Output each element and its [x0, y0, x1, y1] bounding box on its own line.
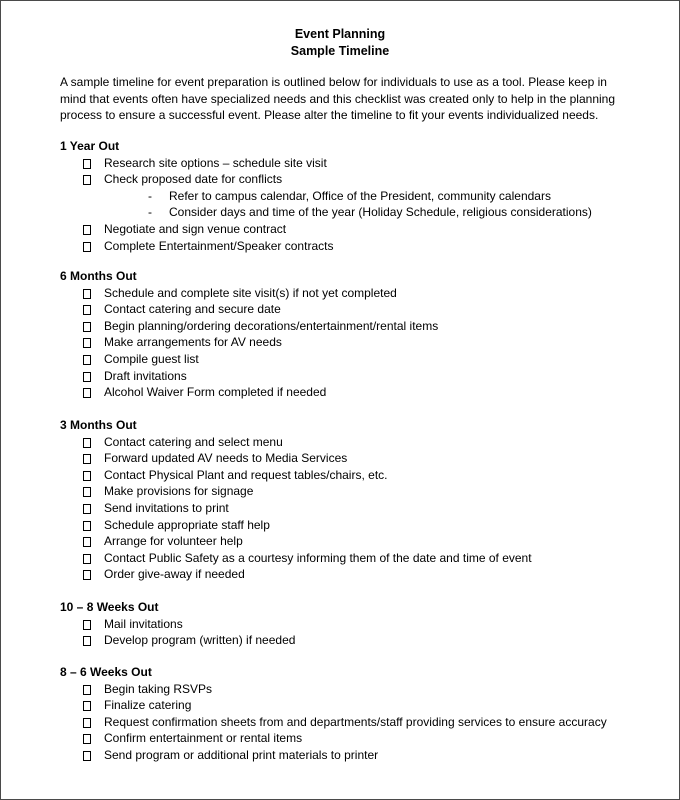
checklist-item[interactable]: [60, 171, 660, 188]
checklist-item-label: Mail invitations: [104, 616, 183, 631]
section-10-8-weeks-out: [60, 599, 660, 649]
checkbox-icon[interactable]: [83, 734, 91, 744]
checklist-subitem: [60, 188, 660, 205]
section-heading: 3 Months Out: [60, 418, 137, 432]
checkbox-icon[interactable]: [83, 438, 91, 448]
checkbox-icon[interactable]: [83, 159, 91, 169]
checklist-item-label: Schedule and complete site visit(s) if not yet completed: [104, 285, 397, 300]
checklist-item[interactable]: [60, 434, 660, 451]
checklist-item[interactable]: [60, 318, 660, 335]
checklist-subitem-label: Refer to campus calendar, Office of the President, community calendars: [169, 188, 551, 203]
checkbox-icon[interactable]: [83, 521, 91, 531]
checklist-item-label: Make provisions for signage: [104, 484, 254, 499]
checklist-item-label: Forward updated AV needs to Media Services: [104, 451, 348, 466]
checkbox-icon[interactable]: [83, 537, 91, 547]
checkbox-icon[interactable]: [83, 355, 91, 365]
checklist-subitem-label: Consider days and time of the year (Holiday Schedule, religious considerations): [169, 205, 592, 220]
checklist-item-label: Request confirmation sheets from and departments/staff providing services to ensure accuracy: [104, 714, 607, 729]
checklist-item-label: Develop program (written) if needed: [104, 633, 296, 648]
checkbox-icon[interactable]: [83, 305, 91, 315]
checklist-item[interactable]: [60, 450, 660, 467]
checklist-item-label: Schedule appropriate staff help: [104, 517, 270, 532]
checklist-item[interactable]: [60, 368, 660, 385]
checklist-item-label: Check proposed date for conflicts: [104, 172, 283, 187]
section-6-months-out: [60, 268, 660, 401]
checkbox-icon[interactable]: [83, 636, 91, 646]
checklist-item[interactable]: [60, 384, 660, 401]
checklist-item[interactable]: [60, 467, 660, 484]
checklist-item[interactable]: [60, 632, 660, 649]
checkbox-icon[interactable]: [83, 225, 91, 235]
checklist-item-label: Send program or additional print materials to printer: [104, 747, 379, 762]
section-3-months-out: [60, 417, 660, 583]
checklist-item-label: Alcohol Waiver Form completed if needed: [104, 385, 327, 400]
title-line-sample-timeline: Sample Timeline: [290, 44, 390, 58]
checklist-item[interactable]: [60, 517, 660, 534]
checklist-item[interactable]: [60, 483, 660, 500]
checklist-item-label: Make arrangements for AV needs: [104, 335, 282, 350]
checkbox-icon[interactable]: [83, 242, 91, 252]
checkbox-icon[interactable]: [83, 454, 91, 464]
checklist-item-label: Research site options – schedule site visit: [104, 155, 327, 170]
checklist-item[interactable]: [60, 155, 660, 172]
checkbox-icon[interactable]: [83, 338, 91, 348]
checklist-item[interactable]: [60, 500, 660, 517]
checkbox-icon[interactable]: [83, 388, 91, 398]
checkbox-icon[interactable]: [83, 554, 91, 564]
checklist-item[interactable]: [60, 301, 660, 318]
checklist-item-label: Send invitations to print: [104, 500, 229, 515]
checklist-item[interactable]: [60, 616, 660, 633]
checkbox-icon[interactable]: [83, 471, 91, 481]
section-1-year-out: [60, 138, 660, 254]
checklist-item[interactable]: [60, 730, 660, 747]
checklist-item[interactable]: [60, 221, 660, 238]
checkbox-icon[interactable]: [83, 718, 91, 728]
section-heading: 8 – 6 Weeks Out: [60, 665, 152, 679]
checkbox-icon[interactable]: [83, 322, 91, 332]
checklist-item[interactable]: [60, 697, 660, 714]
checklist-item-label: Begin planning/ordering decorations/entertainment/rental items: [104, 318, 439, 333]
checklist-item[interactable]: [60, 550, 660, 567]
checklist-item-label: Finalize catering: [104, 698, 192, 713]
checklist-item[interactable]: [60, 566, 660, 583]
checkbox-icon[interactable]: [83, 751, 91, 761]
document-title: [1, 26, 679, 60]
checklist-item-label: Negotiate and sign venue contract: [104, 221, 287, 236]
checkbox-icon[interactable]: [83, 504, 91, 514]
section-heading: 10 – 8 Weeks Out: [60, 600, 159, 614]
dash-bullet-icon: -: [148, 205, 152, 220]
checklist-subitem: [60, 204, 660, 221]
checkbox-icon[interactable]: [83, 175, 91, 185]
checklist-item[interactable]: [60, 238, 660, 255]
checklist-item[interactable]: [60, 351, 660, 368]
checklist-item-label: Contact catering and secure date: [104, 302, 281, 317]
checklist-item-label: Contact catering and select menu: [104, 434, 283, 449]
checklist-item-label: Contact Public Safety as a courtesy informing them of the date and time of event: [104, 550, 532, 565]
checkbox-icon[interactable]: [83, 701, 91, 711]
checklist-item-label: Order give-away if needed: [104, 567, 245, 582]
checkbox-icon[interactable]: [83, 570, 91, 580]
section-8-6-weeks-out: [60, 664, 660, 764]
checkbox-icon[interactable]: [83, 372, 91, 382]
checklist-item[interactable]: [60, 285, 660, 302]
checklist-item-label: Arrange for volunteer help: [104, 534, 243, 549]
checkbox-icon[interactable]: [83, 289, 91, 299]
section-heading: 6 Months Out: [60, 269, 137, 283]
checklist-item-label: Begin taking RSVPs: [104, 681, 213, 696]
intro-paragraph: A sample timeline for event preparation is outlined below for individuals to use as a tool. Please keep in mind that events often have specialized needs and this checklist was created only to help in the planning process to ensure a successful event. Please alter the timeline to fit your events individualized needs.: [60, 75, 616, 123]
checklist-item[interactable]: [60, 747, 660, 764]
checklist-item-label: Draft invitations: [104, 368, 187, 383]
checklist-item-label: Compile guest list: [104, 351, 199, 366]
checklist-item[interactable]: [60, 714, 660, 731]
checkbox-icon[interactable]: [83, 685, 91, 695]
title-line-event-planning: Event Planning: [294, 27, 386, 41]
checklist-item[interactable]: [60, 334, 660, 351]
checklist-item-label: Contact Physical Plant and request tables/chairs, etc.: [104, 467, 388, 482]
checklist-item[interactable]: [60, 533, 660, 550]
section-heading: 1 Year Out: [60, 139, 120, 153]
checklist-item-label: Confirm entertainment or rental items: [104, 731, 303, 746]
dash-bullet-icon: -: [148, 188, 152, 203]
checkbox-icon[interactable]: [83, 620, 91, 630]
checklist-item[interactable]: [60, 681, 660, 698]
checklist-item-label: Complete Entertainment/Speaker contracts: [104, 238, 334, 253]
checkbox-icon[interactable]: [83, 487, 91, 497]
